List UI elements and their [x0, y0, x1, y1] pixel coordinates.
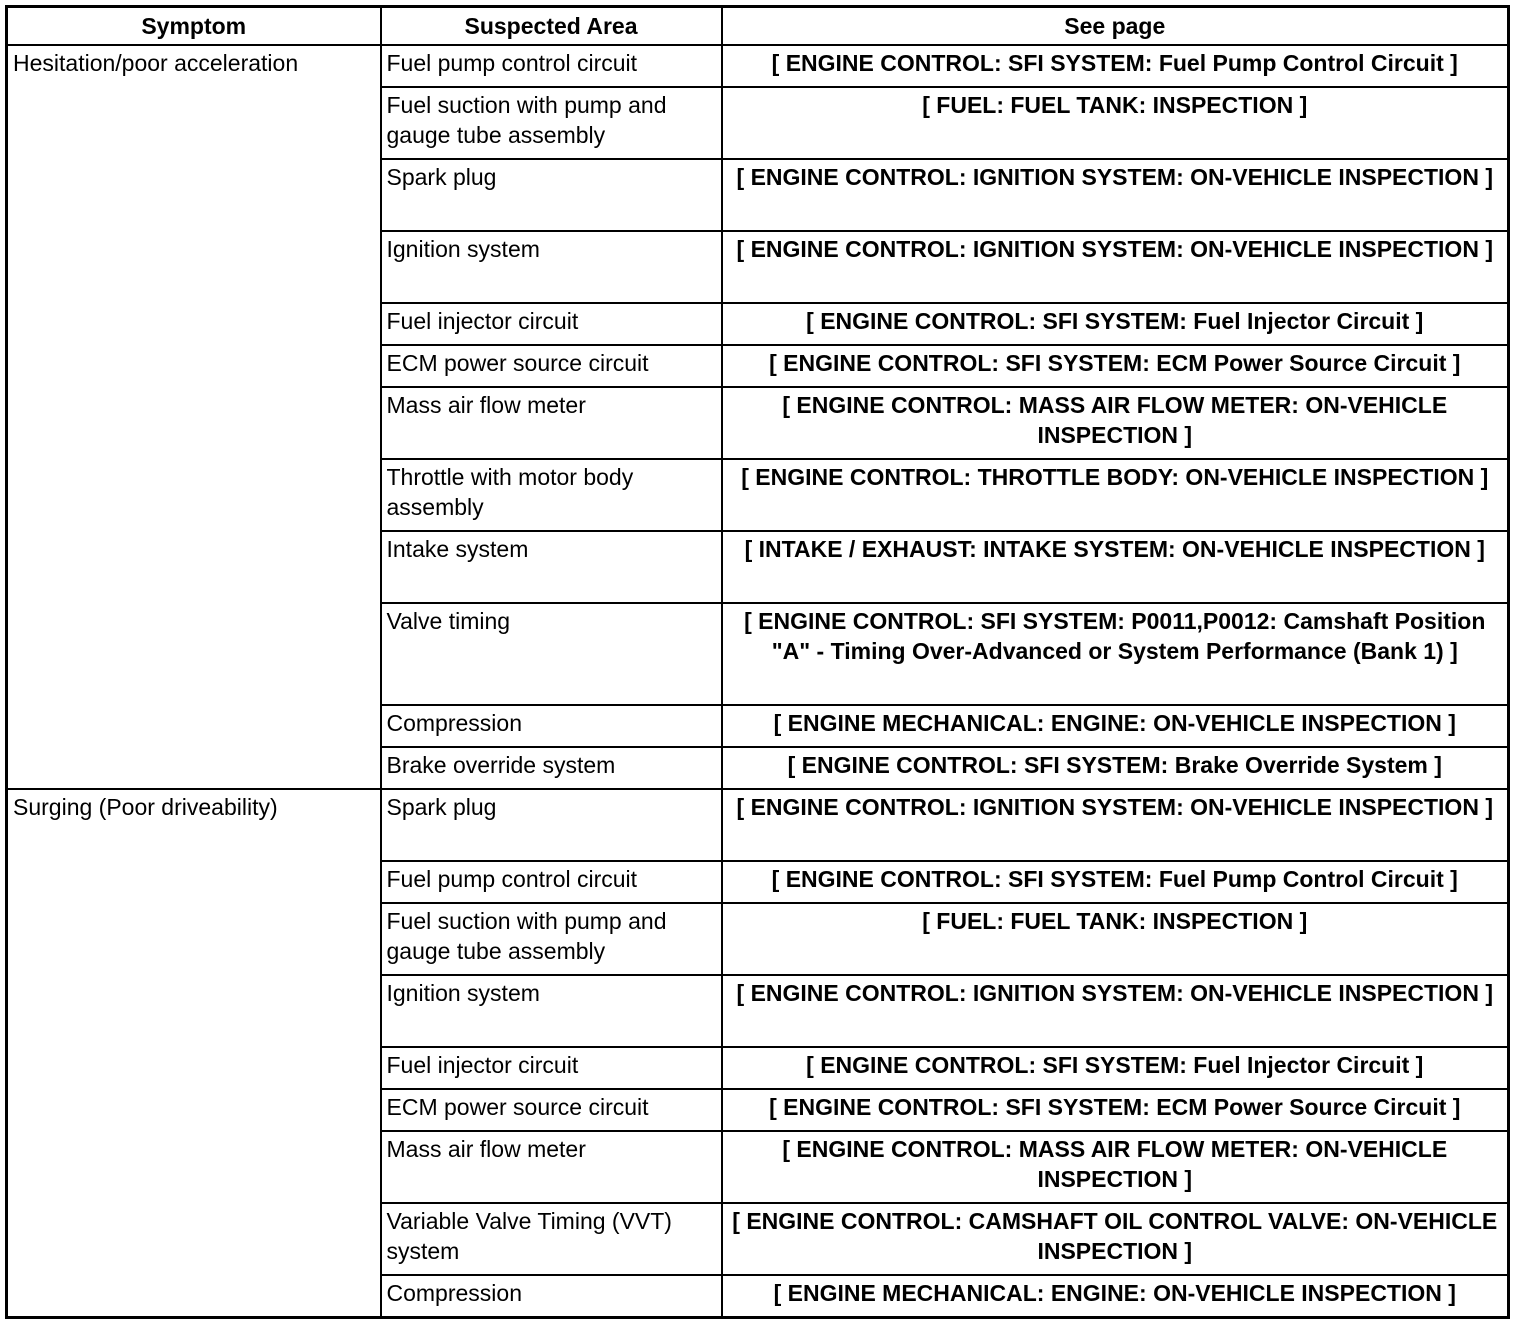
suspected-area-cell: Fuel pump control circuit: [381, 45, 722, 87]
see-page-cell: [ ENGINE CONTROL: CAMSHAFT OIL CONTROL VALVE: ON-VEHICLE INSPECTION ]: [722, 1203, 1509, 1275]
suspected-area-cell: Ignition system: [381, 231, 722, 303]
suspected-area-cell: Mass air flow meter: [381, 387, 722, 459]
suspected-area-cell: Fuel suction with pump and gauge tube assembly: [381, 87, 722, 159]
see-page-cell: [ ENGINE CONTROL: SFI SYSTEM: Fuel Pump Control Circuit ]: [722, 45, 1509, 87]
header-symptom: Symptom: [7, 7, 381, 46]
suspected-area-cell: Fuel pump control circuit: [381, 861, 722, 903]
see-page-cell: [ ENGINE CONTROL: IGNITION SYSTEM: ON-VEHICLE INSPECTION ]: [722, 975, 1509, 1047]
see-page-cell: [ ENGINE CONTROL: SFI SYSTEM: Fuel Injector Circuit ]: [722, 1047, 1509, 1089]
suspected-area-cell: Spark plug: [381, 789, 722, 861]
see-page-cell: [ ENGINE CONTROL: SFI SYSTEM: Fuel Injector Circuit ]: [722, 303, 1509, 345]
suspected-area-cell: ECM power source circuit: [381, 345, 722, 387]
see-page-cell: [ ENGINE CONTROL: SFI SYSTEM: P0011,P0012: Camshaft Position "A" - Timing Over-Advanced or System Performance (Bank 1) ]: [722, 603, 1509, 705]
suspected-area-cell: Fuel injector circuit: [381, 303, 722, 345]
see-page-cell: [ ENGINE CONTROL: SFI SYSTEM: ECM Power Source Circuit ]: [722, 1089, 1509, 1131]
see-page-cell: [ ENGINE CONTROL: IGNITION SYSTEM: ON-VEHICLE INSPECTION ]: [722, 789, 1509, 861]
suspected-area-cell: Fuel suction with pump and gauge tube assembly: [381, 903, 722, 975]
see-page-cell: [ ENGINE CONTROL: IGNITION SYSTEM: ON-VEHICLE INSPECTION ]: [722, 159, 1509, 231]
header-row: [7, 7, 1509, 46]
see-page-cell: [ ENGINE CONTROL: THROTTLE BODY: ON-VEHICLE INSPECTION ]: [722, 459, 1509, 531]
suspected-area-cell: Fuel injector circuit: [381, 1047, 722, 1089]
table-row: [7, 45, 1509, 87]
see-page-cell: [ ENGINE CONTROL: IGNITION SYSTEM: ON-VEHICLE INSPECTION ]: [722, 231, 1509, 303]
suspected-area-cell: Throttle with motor body assembly: [381, 459, 722, 531]
suspected-area-cell: Variable Valve Timing (VVT) system: [381, 1203, 722, 1275]
see-page-cell: [ ENGINE CONTROL: MASS AIR FLOW METER: ON-VEHICLE INSPECTION ]: [722, 387, 1509, 459]
suspected-area-cell: Brake override system: [381, 747, 722, 789]
table-row: [7, 789, 1509, 861]
header-suspected-area: Suspected Area: [381, 7, 722, 46]
suspected-area-cell: Ignition system: [381, 975, 722, 1047]
see-page-cell: [ ENGINE CONTROL: SFI SYSTEM: Fuel Pump Control Circuit ]: [722, 861, 1509, 903]
see-page-cell: [ ENGINE CONTROL: SFI SYSTEM: ECM Power Source Circuit ]: [722, 345, 1509, 387]
see-page-cell: [ ENGINE MECHANICAL: ENGINE: ON-VEHICLE INSPECTION ]: [722, 705, 1509, 747]
see-page-cell: [ ENGINE MECHANICAL: ENGINE: ON-VEHICLE INSPECTION ]: [722, 1275, 1509, 1318]
header-see-page: See page: [722, 7, 1509, 46]
symptom-cell: Surging (Poor driveability): [7, 789, 381, 1318]
symptom-cell: Hesitation/poor acceleration: [7, 45, 381, 789]
suspected-area-cell: Spark plug: [381, 159, 722, 231]
see-page-cell: [ ENGINE CONTROL: SFI SYSTEM: Brake Override System ]: [722, 747, 1509, 789]
suspected-area-cell: Compression: [381, 705, 722, 747]
see-page-cell: [ INTAKE / EXHAUST: INTAKE SYSTEM: ON-VEHICLE INSPECTION ]: [722, 531, 1509, 603]
suspected-area-cell: ECM power source circuit: [381, 1089, 722, 1131]
see-page-cell: [ FUEL: FUEL TANK: INSPECTION ]: [722, 87, 1509, 159]
suspected-area-cell: Mass air flow meter: [381, 1131, 722, 1203]
see-page-cell: [ FUEL: FUEL TANK: INSPECTION ]: [722, 903, 1509, 975]
suspected-area-cell: Compression: [381, 1275, 722, 1318]
troubleshooting-table: [5, 5, 1510, 1319]
suspected-area-cell: Valve timing: [381, 603, 722, 705]
see-page-cell: [ ENGINE CONTROL: MASS AIR FLOW METER: ON-VEHICLE INSPECTION ]: [722, 1131, 1509, 1203]
suspected-area-cell: Intake system: [381, 531, 722, 603]
